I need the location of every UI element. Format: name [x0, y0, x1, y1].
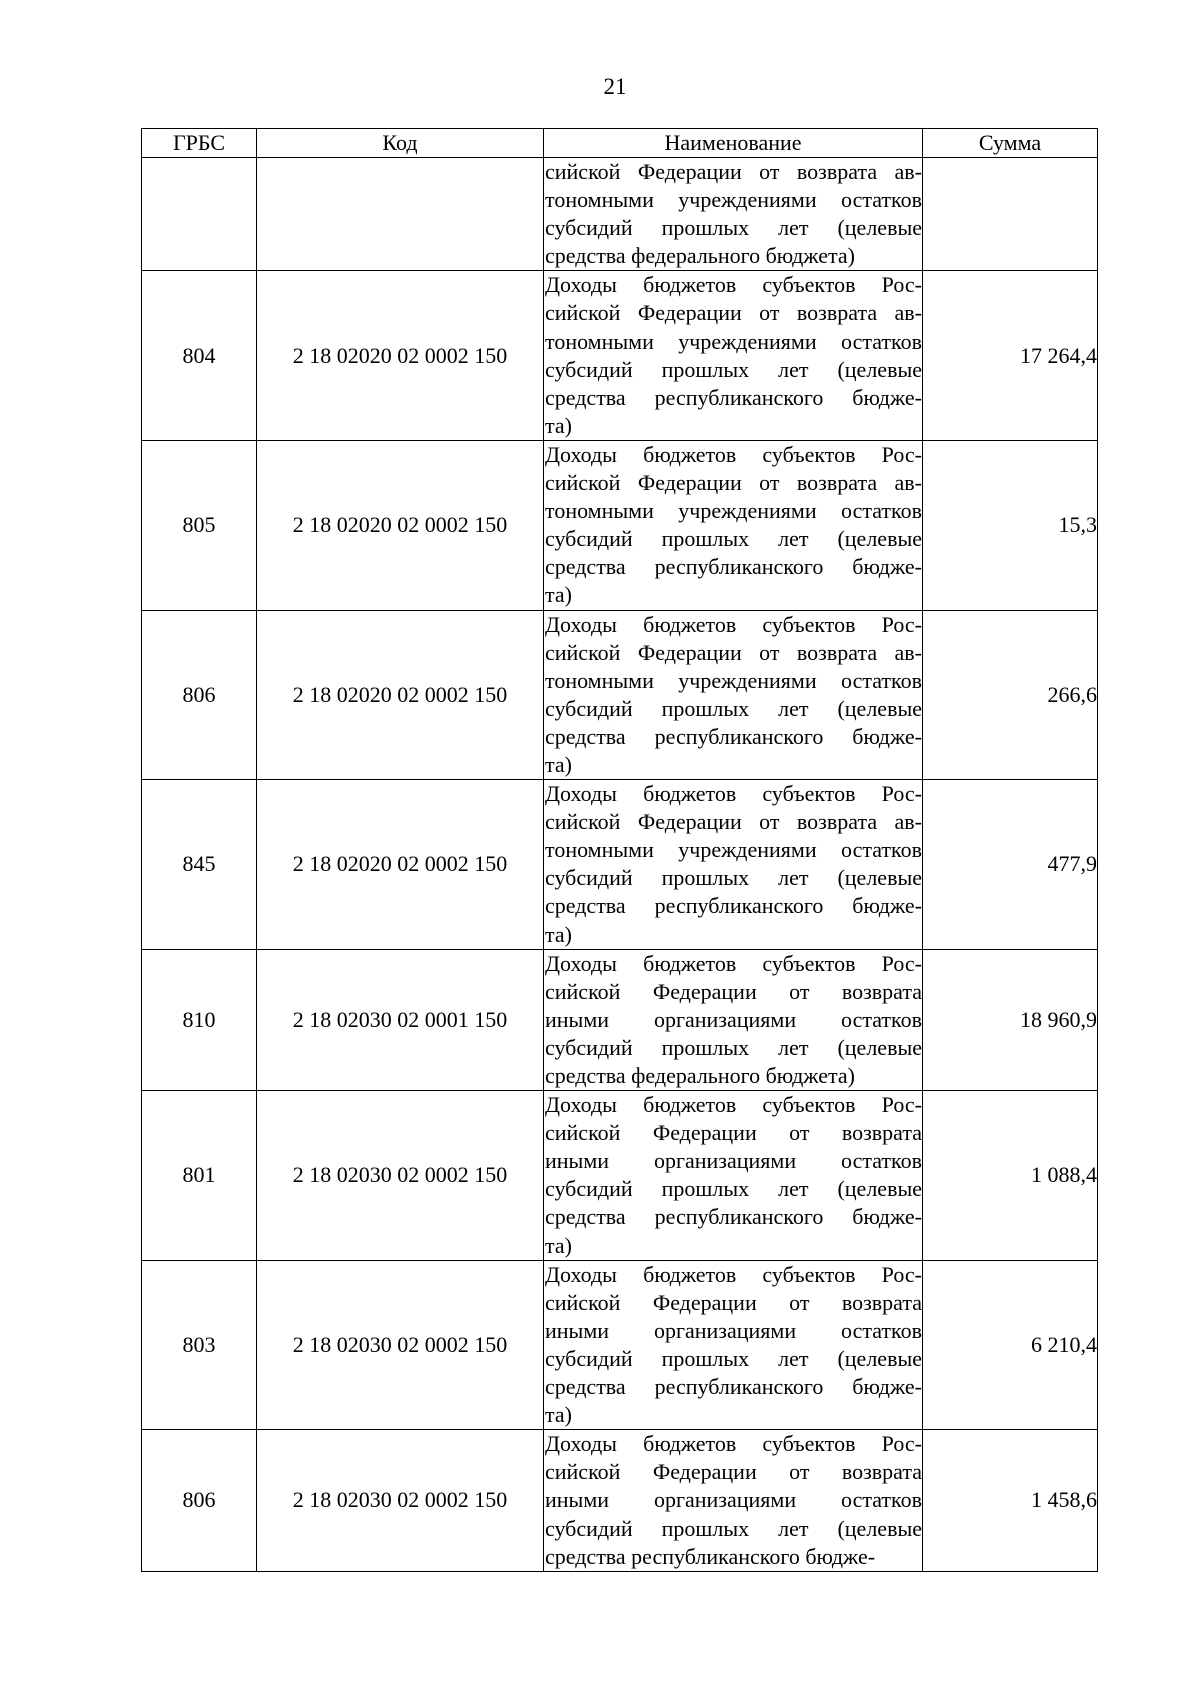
name-text-line: иными организациями остатков — [545, 1006, 922, 1032]
name-text-line: Доходы бюджетов субъектов Рос- — [545, 441, 922, 467]
page-number: 21 — [603, 74, 627, 99]
name-text-line: субсидий прошлых лет (целевые — [545, 1345, 922, 1371]
table-row — [142, 271, 1098, 441]
name-text-line: средства республиканского бюдже- — [545, 723, 922, 749]
cell-sum: 1 088,4 — [923, 1091, 1098, 1261]
table-row — [142, 610, 1098, 780]
cell-code: 2 18 02030 02 0002 150 — [257, 1091, 544, 1261]
name-text-line: сийской Федерации от возврата — [545, 1459, 922, 1485]
table-row — [142, 1091, 1098, 1261]
name-text-line: сийской Федерации от возврата — [545, 978, 922, 1004]
name-text-line: Доходы бюджетов субъектов Рос- — [545, 781, 922, 807]
name-text-line: средства республиканского бюдже- — [545, 384, 922, 410]
name-text-line: субсидий прошлых лет (целевые — [545, 526, 922, 552]
name-text-line: Доходы бюджетов субъектов Рос- — [545, 272, 922, 298]
cell-code: 2 18 02030 02 0002 150 — [257, 1430, 544, 1571]
name-text-line: иными организациями остатков — [545, 1317, 922, 1343]
name-text-line: средства республиканского бюдже- — [545, 1204, 922, 1230]
name-text-line: та) — [545, 921, 572, 947]
table-header-row — [142, 129, 1098, 158]
cell-name — [544, 610, 923, 780]
name-text-line: та) — [545, 582, 572, 608]
header-code: Код — [257, 129, 544, 158]
table-row — [142, 1430, 1098, 1571]
cell-name — [544, 780, 923, 950]
cell-sum: 1 458,6 — [923, 1430, 1098, 1571]
cell-sum — [923, 158, 1098, 271]
cell-code — [257, 158, 544, 271]
cell-grbs: 806 — [142, 1430, 257, 1571]
name-text-line: тономными учреждениями остатков — [545, 498, 922, 524]
name-text-line: средства федерального бюджета) — [545, 243, 855, 269]
revenue-table — [141, 128, 1098, 1572]
cell-name — [544, 1430, 923, 1571]
cell-name — [544, 1091, 923, 1261]
name-text-line: средства республиканского бюдже- — [545, 893, 922, 919]
name-text-line: сийской Федерации от возврата ав- — [545, 159, 922, 184]
name-text-line: Доходы бюджетов субъектов Рос- — [545, 611, 922, 637]
name-text-line: сийской Федерации от возврата ав- — [545, 300, 922, 326]
cell-sum: 6 210,4 — [923, 1260, 1098, 1430]
cell-name — [544, 158, 923, 271]
name-text-line: та) — [545, 412, 572, 438]
name-text-line: субсидий прошлых лет (целевые — [545, 356, 922, 382]
name-text-line: иными организациями остатков — [545, 1487, 922, 1513]
name-text-line: та) — [545, 1232, 572, 1258]
cell-sum: 15,3 — [923, 440, 1098, 610]
name-text-line: средства республиканского бюдже- — [545, 1374, 922, 1400]
name-text-line: средства республиканского бюдже- — [545, 1543, 876, 1569]
cell-grbs: 803 — [142, 1260, 257, 1430]
header-grbs: ГРБС — [142, 129, 257, 158]
name-text-line: субсидий прошлых лет (целевые — [545, 865, 922, 891]
table-row — [142, 780, 1098, 950]
table-body — [142, 158, 1098, 1572]
cell-name — [544, 271, 923, 441]
name-text-line: сийской Федерации от возврата ав- — [545, 809, 922, 835]
cell-code: 2 18 02030 02 0002 150 — [257, 1260, 544, 1430]
cell-code: 2 18 02020 02 0002 150 — [257, 440, 544, 610]
table-row — [142, 440, 1098, 610]
cell-grbs: 810 — [142, 949, 257, 1090]
name-text-line: сийской Федерации от возврата — [545, 1289, 922, 1315]
cell-name — [544, 949, 923, 1090]
name-text-line: субсидий прошлых лет (целевые — [545, 215, 922, 241]
cell-sum: 477,9 — [923, 780, 1098, 950]
cell-grbs: 806 — [142, 610, 257, 780]
table-row — [142, 1260, 1098, 1430]
cell-name — [544, 440, 923, 610]
name-text-line: субсидий прошлых лет (целевые — [545, 695, 922, 721]
cell-grbs — [142, 158, 257, 271]
name-text-line: сийской Федерации от возврата ав- — [545, 639, 922, 665]
cell-sum: 266,6 — [923, 610, 1098, 780]
name-text-line: Доходы бюджетов субъектов Рос- — [545, 950, 922, 976]
name-text-line: средства федерального бюджета) — [545, 1063, 855, 1088]
cell-code: 2 18 02020 02 0002 150 — [257, 780, 544, 950]
cell-sum: 18 960,9 — [923, 949, 1098, 1090]
cell-code: 2 18 02030 02 0001 150 — [257, 949, 544, 1090]
name-text-line: Доходы бюджетов субъектов Рос- — [545, 1431, 922, 1457]
name-text-line: субсидий прошлых лет (целевые — [545, 1034, 922, 1060]
cell-grbs: 804 — [142, 271, 257, 441]
cell-code: 2 18 02020 02 0002 150 — [257, 271, 544, 441]
cell-name — [544, 1260, 923, 1430]
name-text-line: тономными учреждениями остатков — [545, 837, 922, 863]
name-text-line: тономными учреждениями остатков — [545, 328, 922, 354]
name-text-line: Доходы бюджетов субъектов Рос- — [545, 1261, 922, 1287]
name-text-line: иными организациями остатков — [545, 1148, 922, 1174]
name-text-line: Доходы бюджетов субъектов Рос- — [545, 1092, 922, 1118]
table-row — [142, 158, 1098, 271]
name-text-line: сийской Федерации от возврата — [545, 1120, 922, 1146]
name-text-line: субсидий прошлых лет (целевые — [545, 1515, 922, 1541]
cell-grbs: 801 — [142, 1091, 257, 1261]
cell-grbs: 805 — [142, 440, 257, 610]
name-text-line: та) — [545, 1402, 572, 1428]
table-row — [142, 949, 1098, 1090]
name-text-line: субсидий прошлых лет (целевые — [545, 1176, 922, 1202]
cell-grbs: 845 — [142, 780, 257, 950]
name-text-line: тономными учреждениями остатков — [545, 667, 922, 693]
cell-code: 2 18 02020 02 0002 150 — [257, 610, 544, 780]
name-text-line: сийской Федерации от возврата ав- — [545, 470, 922, 496]
name-text-line: та) — [545, 751, 572, 777]
name-text-line: средства республиканского бюдже- — [545, 554, 922, 580]
header-sum: Сумма — [923, 129, 1098, 158]
header-name: Наименование — [544, 129, 923, 158]
name-text-line: тономными учреждениями остатков — [545, 187, 922, 213]
cell-sum: 17 264,4 — [923, 271, 1098, 441]
